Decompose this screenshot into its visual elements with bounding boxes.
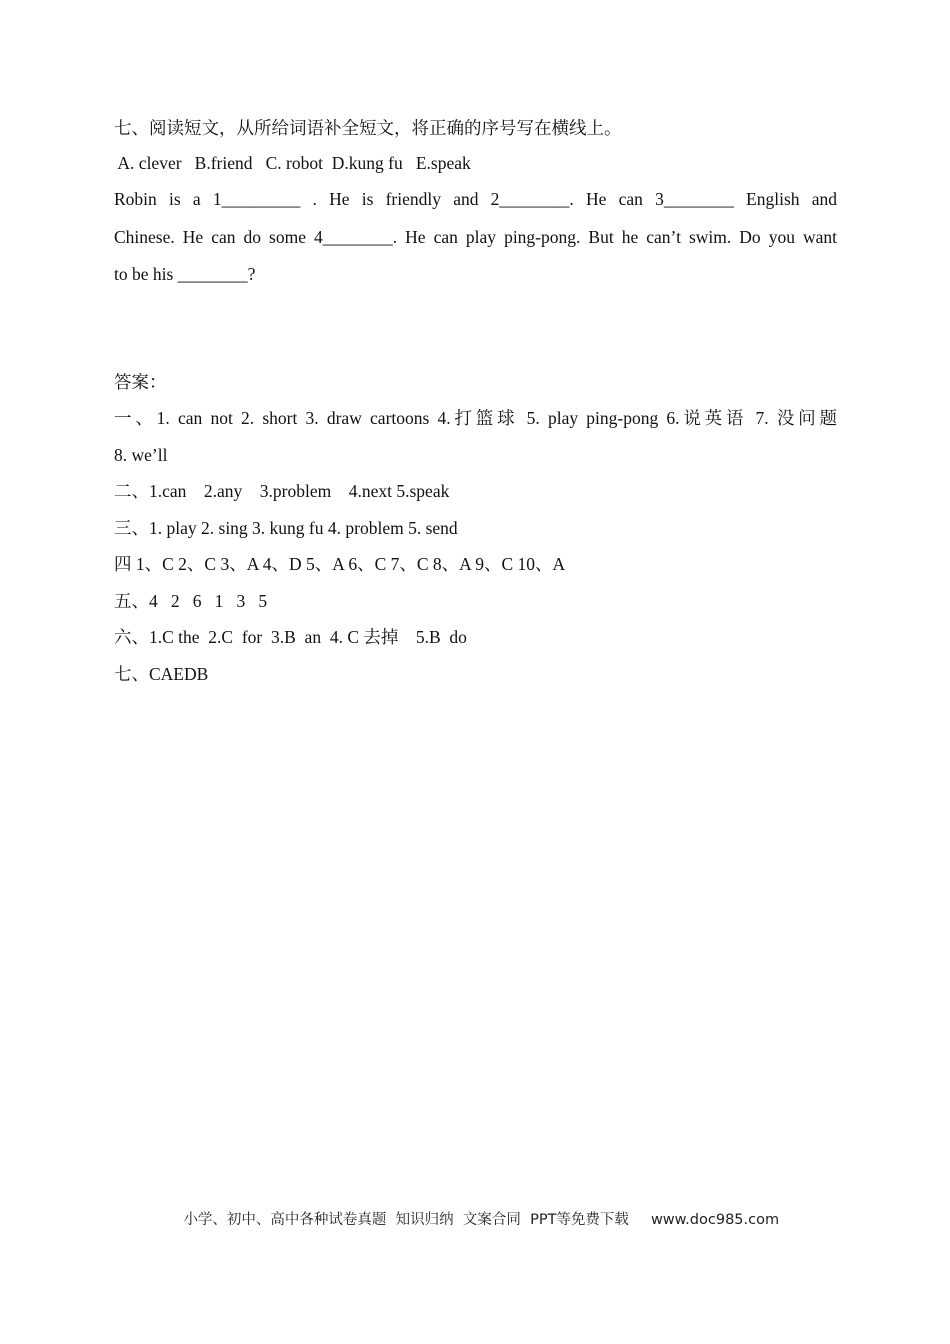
answer-line-4: 三、1. play 2. sing 3. kung fu 4. problem 5. send xyxy=(114,518,458,538)
passage-line-1: Robin is a 1_________ . He is friendly and 2________. He can 3________ English and xyxy=(114,189,837,209)
footer-website[interactable]: www.doc985.com xyxy=(650,1212,780,1228)
answers-heading: 答案： xyxy=(114,372,167,392)
passage-line-2: Chinese. He can do some 4________. He can play ping-pong. But he can’t swim. Do you want xyxy=(114,227,837,247)
answer-line-8: 七、CAEDB xyxy=(114,664,209,684)
footer-text: 小学、初中、高中各种试卷真题 知识归纳 文案合同 PPT等免费下载 xyxy=(183,1212,629,1228)
page-footer xyxy=(165,1190,779,1250)
answer-line-7: 六、1.C the 2.C for 3.B an 4. C 去掉 5.B do xyxy=(114,627,467,647)
passage-line-3: to be his ________? xyxy=(114,264,256,284)
answer-line-3: 二、1.can 2.any 3.problem 4.next 5.speak xyxy=(114,481,450,501)
answer-line-2: 8. we’ll xyxy=(114,445,168,465)
answer-line-5: 四 1、C 2、C 3、A 4、D 5、A 6、C 7、C 8、A 9、C 10、A xyxy=(114,554,566,574)
answer-line-1: 一、1. can not 2. short 3. draw cartoons 4.打篮球 5. play ping-pong 6.说英语 7. 没问题 xyxy=(114,408,837,428)
section-7-heading: 七、阅读短文，从所给词语补全短文，将正确的序号写在横线上。 xyxy=(114,118,622,138)
word-options: A. clever B.friend C. robot D.kung fu E.speak xyxy=(114,153,471,173)
answer-line-6: 五、4 2 6 1 3 5 xyxy=(114,591,268,611)
